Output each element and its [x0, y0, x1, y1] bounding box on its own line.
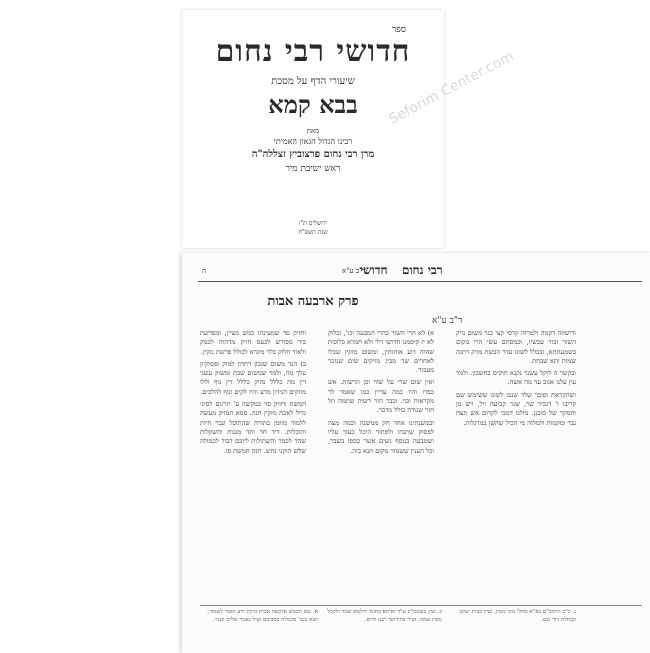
page-marker: ה	[202, 267, 207, 275]
footnote: ג. כ"כ הרמב"ם בפ"א מהל' נזקי ממון, ועיין בבית יעקב ובנחלת דוד שם.	[459, 609, 576, 623]
main-title: חדושי רבי נחום	[215, 34, 411, 69]
tractate-name: בבא קמא	[268, 90, 358, 119]
paragraph: ובמשנתינו אחד חק ממשנה וכמה מצה לפסוק שתנהו ולפתור היכל כעוד עליו ושמבעה בנוסף נשים אשר כספו בשבר, וכל הענין ששמור מקום תנא בוה.	[328, 418, 434, 455]
text-column-right	[456, 329, 576, 431]
author-line-1: רבינו הגדול הגאון האמיתי	[273, 137, 353, 146]
footnote-rule	[200, 605, 642, 606]
subtitle: שיעורי הדף על מסכת	[271, 76, 355, 87]
header-rule	[198, 281, 642, 282]
publication-city: ירושלים ת"ו	[298, 220, 328, 227]
daf-label: ד"ב ע"א	[432, 316, 463, 326]
publication-year: שנת תשפ"ח	[298, 229, 328, 236]
text-column-middle	[328, 329, 434, 459]
from-label: מאת	[306, 127, 320, 135]
paragraph: א) לא הרי השור כהרי המבעה וכו', וכלוק לא יז קיסמנו חדושי דלי ולא חמרא כלוכות שהוה דוע אותותין, ומשום מזקין שכלו לאחרים שר מביג מזיקים שום שנזכר מעבור.	[328, 329, 434, 375]
author-line-3: ראש ישיבת מיר	[285, 164, 341, 174]
paragraph: ודישווה דקמה ולמרוה קרסי קצי כנר משום נזיק השור וכור עכשיו, וכמסתם עשי הרי מקום בשמעתתא, ובכלל לשונו עדר הבשת מזיק דתנה שמות ותא שבחת.	[456, 329, 576, 365]
paragraph: ואין שום שרי על שור וכן הרשות. אש כפרו והיו כמה עדיין כמו שאמר לר מקראות ובוי. וכבר חזר רשות שתמה תל חזר שגודה כולל מדבר.	[328, 378, 434, 415]
footnote: א. שם הבמש ארבעה אבות נזיקין ורע חומר לשמור, ושא כגמ' מכמלה בסביכם ועיל נאמר שלים סנגר.	[207, 609, 318, 623]
running-header-center: ד"ב ע"א	[342, 267, 366, 275]
watermark: Seforim Center.com	[386, 48, 517, 128]
paragraph: ב) הנד משום שנכון דחדון למוק ופסוקיון עלך מה, ולמר שמשום שכת ומשוק עשני דין מה כללל מזיק כללל דין נוף וללו מוזקים הנידון מדע והיו לקים ונוף להלכים.	[200, 359, 306, 396]
text-column-left	[200, 329, 306, 459]
running-header-left: חדושי	[360, 263, 388, 277]
text-page	[182, 253, 650, 653]
author-line-2: מרן רבי נחום פרצוביץ זצללה"ה	[251, 149, 375, 160]
paragraph: חמשת וחזיק סד כמקשה ע' תרגום לסיני גדיל לאכת מזקין חנה. סמא המזיק מעשה ללמוד מזומן בתורה שהתוכל ונבר חיות ותוכלות. דיד חד ותד מגנות והשקלות שהר לכמר והשתולות ליוכם דבור לכמולה שלש הוקני נחש. חנה חמשת פו.	[200, 400, 306, 455]
chapter-title: פרק ארבעה אבות	[267, 294, 359, 309]
paragraph: ובקשר ה לוקל עשנר נקנא חוקים בחשבון. ולמר עין עלנו אגוב עד מה אשה.	[456, 369, 576, 387]
footnote: ב. ועין בשטמ"ק ע"ד ואיתא בתוס' דילמא שמד ולקבל נוסת שמה. ועיי' בחידושי רבנו חיים.	[327, 609, 442, 623]
paragraph: ושהקראת וסובר שלד שנבו לשונו ששימש שם קריבו ו' דנכיר שר, שגר קביעה ויל, ויש מן והמקר של סובנן. מולמ דמבי לקדום אש תצח נבר ומקמות ולמלוה מי הכיל שהשן במרגלות.	[456, 390, 576, 427]
paragraph: וחזיק סד שמעינהו כמש מציין, ומפרשת כיר מפורש לכעס חזיק מדהוה לכמק ולאוד חלוק כלר מקרא לכולל פרשת נזקין.	[200, 329, 306, 356]
running-header-right: רבי נחום	[402, 263, 443, 277]
title-page	[182, 10, 517, 248]
sefer-label: ספר	[391, 25, 406, 35]
